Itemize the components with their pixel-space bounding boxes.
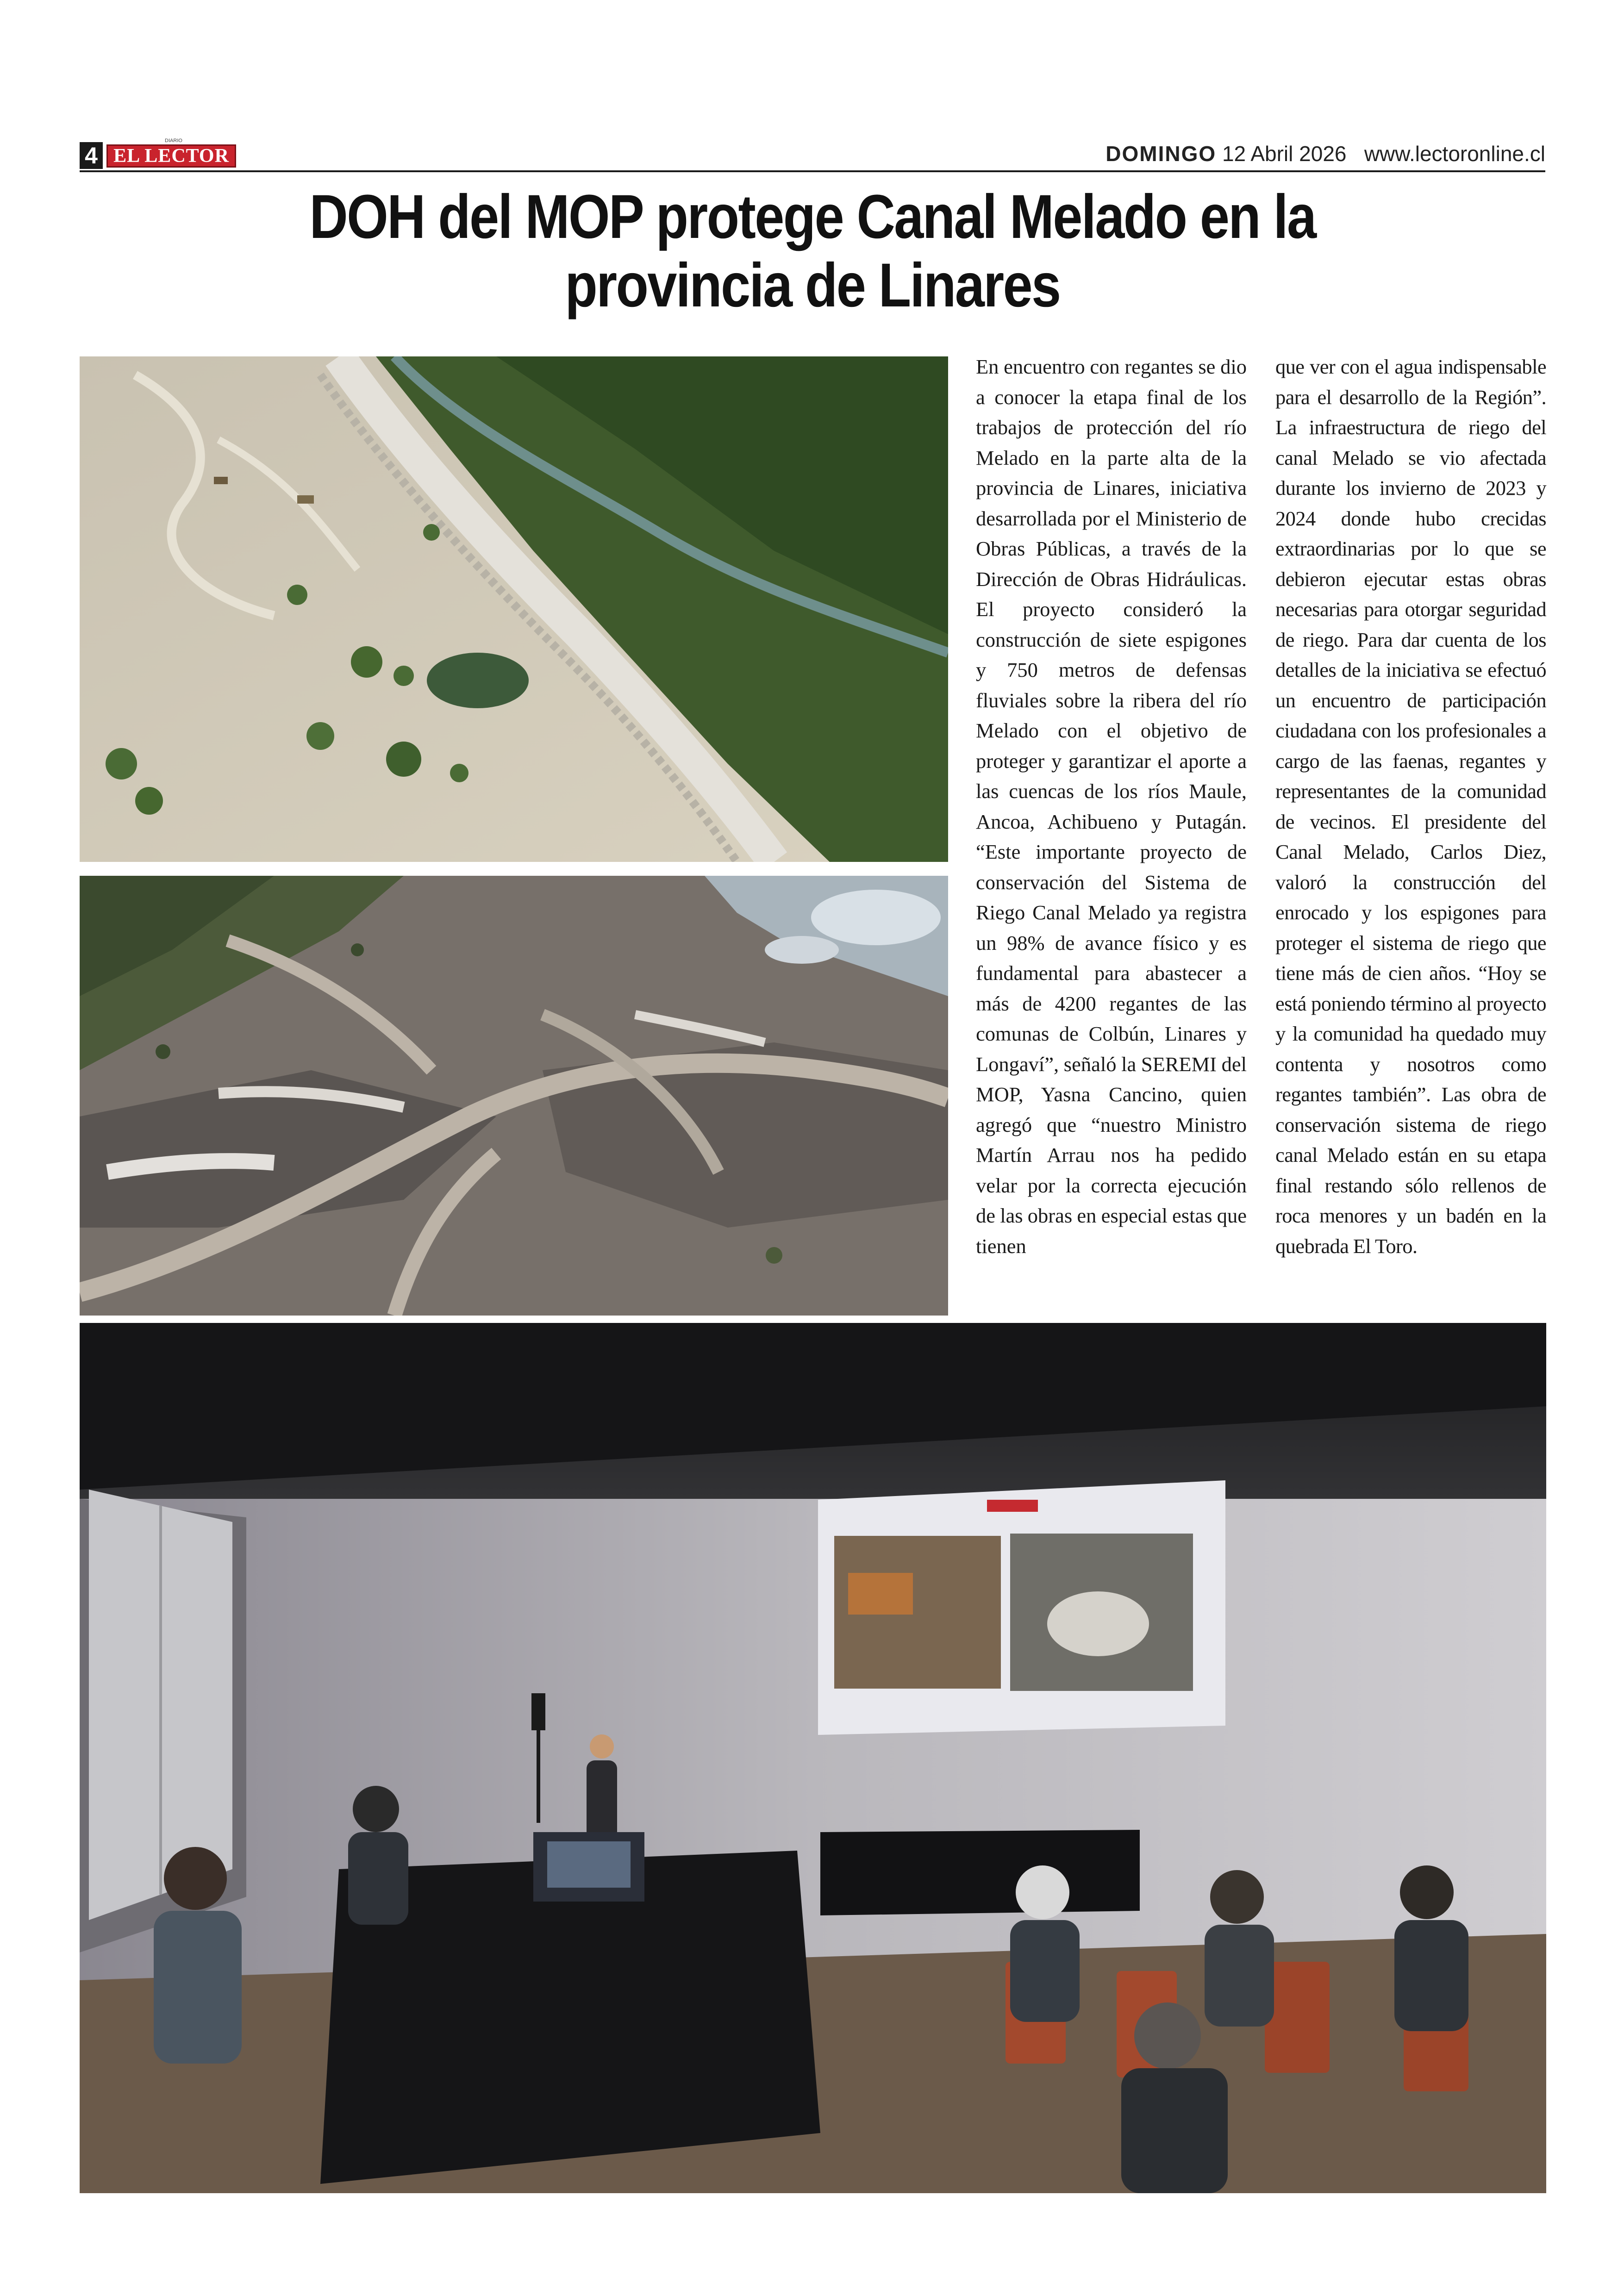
article-body-column-2: que ver con el agua indispensable para el desarrollo de la Región”. La infraestructura de riego del canal Melado se vio afectada durante los invierno de 2023 y 2024 donde hubo crecidas extraordinarias por lo que se debieron ejecutar estas obras necesarias para otorgar seguridad de riego. Para dar cuenta de los detalles de la iniciativa se efectuó un encuentro de participación ciudadana con los profesionales a cargo de las faenas, regantes y representantes de la comunidad de vecinos. El presidente del Canal Melado, Carlos Diez, valoró la construcción del enrocado y los espigones para proteger el sistema de riego que tiene más de cien años. “Hoy se está poniendo término al proyecto y la comunidad ha quedado muy contenta y nosotros como regantes también”. Las obra de conservación sistema de riego canal Melado están en su etapa final restando sólo rellenos de roca menores y un badén en la quebrada El Toro. bbox=[1275, 355, 1546, 1258]
header-website[interactable]: www.lectoronline.cl bbox=[1364, 142, 1545, 166]
header-rule bbox=[80, 170, 1545, 172]
headline-line-1: DOH del MOP protege Canal Melado en la bbox=[309, 182, 1316, 251]
meeting-photo-image bbox=[80, 1323, 1546, 2193]
headline-line-2: provincia de Linares bbox=[565, 251, 1060, 320]
newspaper-logo: EL LECTOR bbox=[106, 144, 236, 168]
meeting-photo-presentation bbox=[80, 1323, 1546, 2193]
page-number: 4 bbox=[80, 142, 103, 169]
article-body-column-1: En encuentro con regantes se dio a conocer la etapa final de los trabajos de protección del río Melado en la parte alta de la provincia de Linares, iniciativa desarrollada por el Ministerio de Obras Públicas, a través de la Dirección de Obras Hidráulicas. El proyecto consideró la construcción de siete espigones y 750 metros de defensas fluviales sobre la ribera del río Melado con el objetivo de proteger y garantizar el aporte a las cuencas de los ríos Maule, Ancoa, Achibueno y Putagán. “Este importante proyecto de conservación del Sistema de Riego Canal Melado ya registra un 98% de avance físico y es fundamental para abastecer a más de 4200 regantes de las comunas de Colbún, Linares y Longaví”, señaló la SEREMI del MOP, Yasna Cancino, quien agregó que “nuestro Ministro Martín Arrau nos ha pedido velar por la correcta ejecución de las obras en especial estas que tienen bbox=[976, 355, 1247, 1258]
header-day: DOMINGO bbox=[1106, 142, 1217, 166]
aerial-photo-2-image bbox=[80, 876, 948, 1316]
aerial-photo-river-defenses bbox=[80, 356, 948, 862]
aerial-photo-rock-works bbox=[80, 876, 948, 1316]
headline bbox=[233, 183, 1392, 320]
logo-tagline: DIARIO bbox=[165, 138, 182, 143]
header-date: 12 Abril 2026 bbox=[1222, 142, 1347, 166]
aerial-photo-1-image bbox=[80, 356, 948, 862]
header-dateline bbox=[1106, 141, 1545, 166]
